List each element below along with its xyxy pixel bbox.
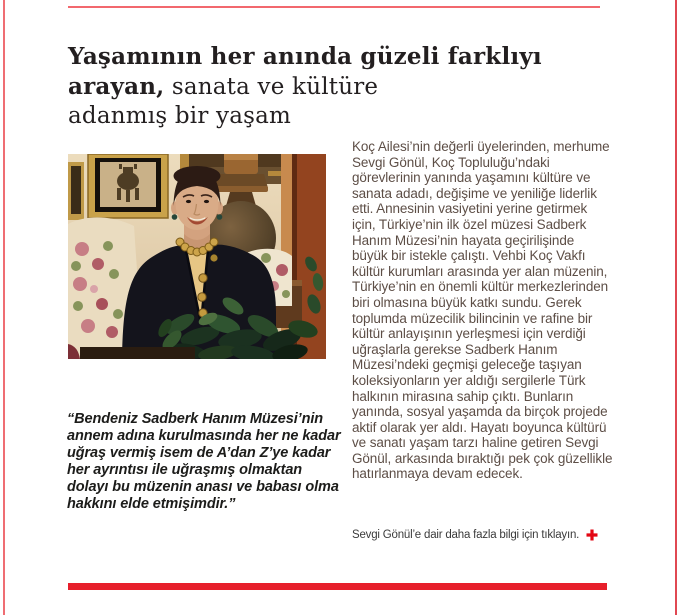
more-info-link-label: Sevgi Gönül’e dair daha fazla bilgi için tıklayın. (352, 529, 580, 541)
right-edge-rule (675, 0, 677, 615)
article-body: Koç Ailesi’nin değerli üyelerinden, merhume Sevgi Gönül, Koç Topluluğu’ndaki görevlerinin yanında yaşamını kültüre ve sanata adadı, değişime ve yeniliğe liderlik etti. Annesinin vasiyetini yerine getirmek için, Türkiye’nin ilk özel müzesi Sadberk Hanım Müzesi’nin hayata geçirilişinde büyük bir istekle çalıştı. Vehbi Koç Vakfı kültür kurumları arasında yer alan müzenin, Türkiye’nin en önemli kültür merkezlerinden biri olmasına büyük katkı sundu. Gerek toplumda müzecilik bilincinin ve rafine bir kültür anlayışının yerleşmesi için verdiği uğraşlarla gerekse Sadberk Hanım Müzesi’ndeki geçmişi geleceğe taşıyan koleksiyonların yer aldığı sergilerle Türk halkının mirasına sahip çıktı. Bunların yanında, sosyal yaşamda da birçok projede aktif olarak yer aldı. Hayatı boyunca kültürü ve sanatı yaşam tarzı haline getiren Sevgi Gönül, arkasında bıraktığı pek çok güzellikle hatırlanmaya devam edecek. (352, 139, 613, 482)
portrait-photo (68, 154, 326, 359)
bottom-accent-bar (68, 583, 607, 590)
more-info-link[interactable] (352, 529, 598, 541)
pull-quote: “Bendeniz Sadberk Hanım Müzesi’nin annem adına kurulmasında her ne kadar uğraş vermiş isem de A’dan Z’ye kadar her ayrıntısı ile uğraşmış olmaktan dolayı bu müzenin anası ve babası olma hakkını elde etmişimdir.” (67, 411, 341, 512)
plus-icon (586, 529, 598, 541)
page-title (68, 42, 628, 131)
top-accent-rule (68, 6, 600, 8)
headline-line-3: adanmış bir yaşam (68, 103, 292, 129)
left-edge-rule (3, 0, 5, 615)
headline-line-2: arayan, sanata ve kültüre (68, 73, 379, 100)
headline-line-1: Yaşamının her anında güzeli farklıyı (68, 43, 542, 70)
portrait-photo-illustration (68, 154, 326, 359)
